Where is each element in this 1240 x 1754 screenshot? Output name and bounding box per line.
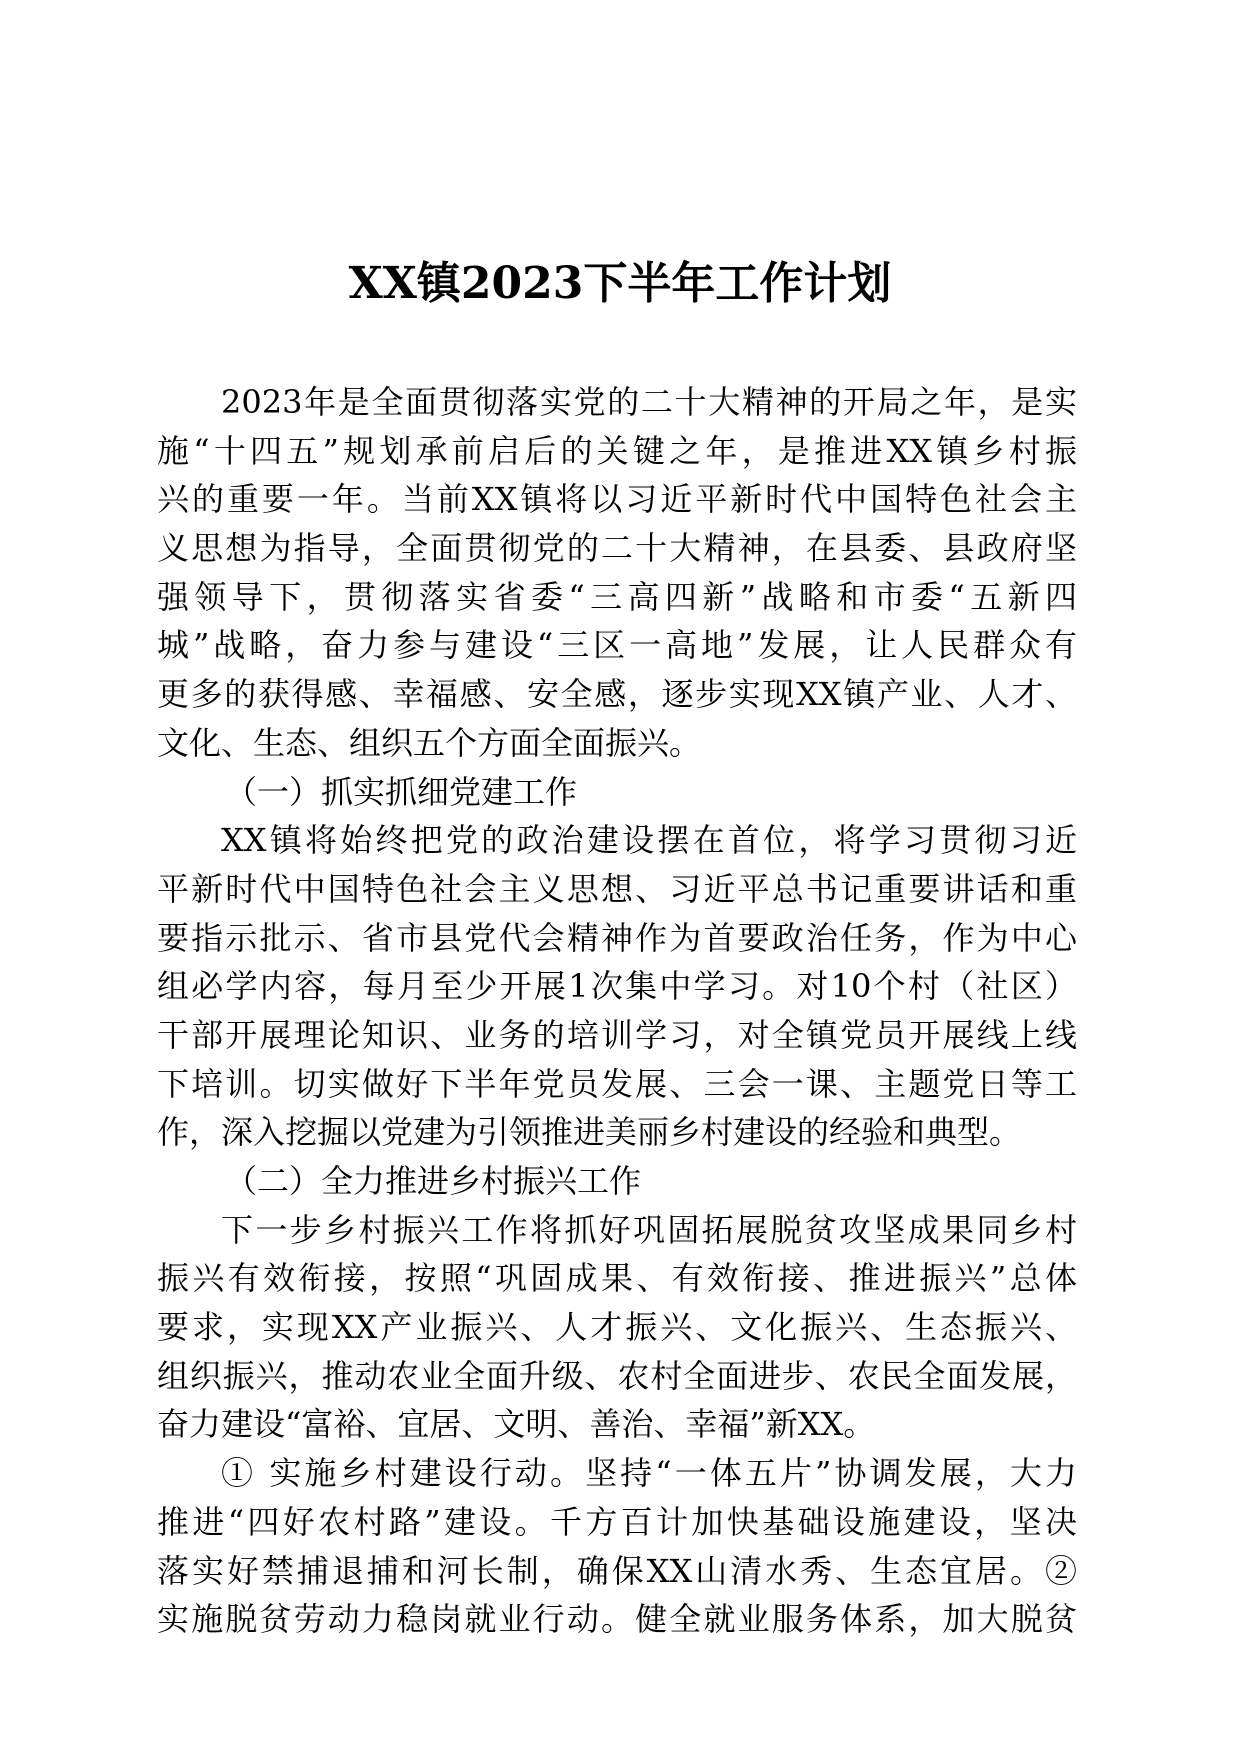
paragraph-line: 振兴有效衔接，按照“巩固成果、有效衔接、推进振兴”总体: [157, 1259, 1077, 1298]
paragraph-line: 城”战略，奋力参与建设“三区一高地”发展，让人民群众有: [157, 626, 1077, 665]
paragraph-line: 推进“四好农村路”建设。千方百计加快基础设施建设，坚决: [157, 1502, 1077, 1541]
paragraph-line: 文化、生态、组织五个方面全面振兴。: [157, 723, 702, 762]
section-heading: （一）抓实抓细党建工作: [225, 772, 578, 811]
paragraph-line: 义思想为指导，全面贯彻党的二十大精神，在县委、县政府坚: [157, 529, 1077, 568]
paragraph-line: 干部开展理论知识、业务的培训学习，对全镇党员开展线上线: [157, 1015, 1077, 1054]
paragraph-line: 更多的获得感、幸福感、安全感，逐步实现XX镇产业、人才、: [157, 675, 1077, 714]
paragraph-line: ① 实施乡村建设行动。坚持“一体五片”协调发展，大力: [221, 1454, 1077, 1493]
document-body: [157, 378, 1077, 1644]
paragraph-line: 作，深入挖掘以党建为引领推进美丽乡村建设的经验和典型。: [157, 1113, 1022, 1152]
paragraph-line: XX镇将始终把党的政治建设摆在首位，将学习贯彻习近: [221, 821, 1077, 860]
paragraph-line: 组必学内容，每月至少开展1次集中学习。对10个村（社区）: [157, 967, 1077, 1006]
paragraph-line: 要求，实现XX产业振兴、人才振兴、文化振兴、生态振兴、: [157, 1308, 1077, 1347]
paragraph-line: 强领导下，贯彻落实省委“三高四新”战略和市委“五新四: [157, 577, 1077, 616]
paragraph-line: 要指示批示、省市县党代会精神作为首要政治任务，作为中心: [157, 918, 1077, 957]
paragraph-line: 平新时代中国特色社会主义思想、习近平总书记重要讲话和重: [157, 869, 1077, 908]
document-title: XX镇2023下半年工作计划: [348, 258, 892, 309]
paragraph-line: 奋力建设“富裕、宜居、文明、善治、幸福”新XX。: [157, 1405, 876, 1444]
paragraph-line: 组织振兴，推动农业全面升级、农村全面进步、农民全面发展，: [157, 1356, 1077, 1395]
paragraph-line: 施“十四五”规划承前启后的关键之年，是推进XX镇乡村振: [157, 431, 1077, 470]
section-heading: （二）全力推进乡村振兴工作: [225, 1162, 642, 1200]
paragraph-line: 下培训。切实做好下半年党员发展、三会一课、主题党日等工: [157, 1064, 1077, 1103]
paragraph-line: 兴的重要一年。当前XX镇将以习近平新时代中国特色社会主: [157, 480, 1077, 519]
paragraph-line: 实施脱贫劳动力稳岗就业行动。健全就业服务体系，加大脱贫: [157, 1600, 1077, 1639]
paragraph-line: 落实好禁捕退捕和河长制，确保XX山清水秀、生态宜居。②: [157, 1551, 1077, 1590]
paragraph-line: 2023年是全面贯彻落实党的二十大精神的开局之年，是实: [221, 383, 1077, 421]
paragraph-line: 下一步乡村振兴工作将抓好巩固拓展脱贫攻坚成果同乡村: [221, 1210, 1077, 1249]
